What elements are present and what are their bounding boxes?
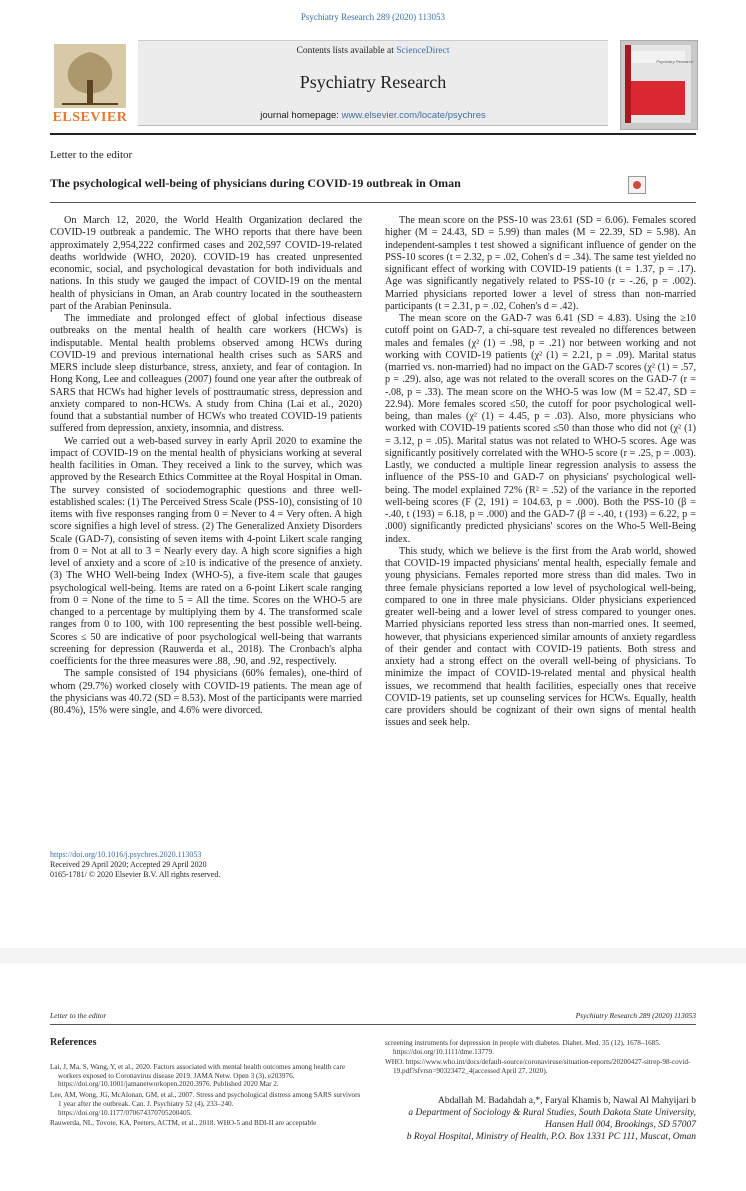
journal-reference: Psychiatry Research 289 (2020) 113053 (300, 12, 446, 22)
reference-item: Rauwerda, NL, Tovote, KA, Peeters, ACTM, et al., 2018. WHO-5 and BDI-II are acceptable (50, 1119, 317, 1128)
reference-item: WHO. https://www.who.int/docs/default-source/coronaviruse/situation-reports/20200427-sitrep-98-covid-19.pdf?sfvrsn=90323472_4(accessed April 27, 2020). (385, 1058, 691, 1076)
paragraph: The mean score on the PSS-10 was 23.61 (SD = 6.06). Females scored higher (M = 24.43, SD = 5.99) than males (M = 22.39, SD = 5.98). An independent-samples t test showed a significant influence of gender on the PSS-10 scores (t = 2.32, p = .02, Cohen's d = .34). The same test yielded no significant effect of working with COVID-19 patients (t = 1.37, p = .17). Age was significantly negatively related to PSS-10 (r = -.26, p = .002). Married physicians reported lower a level of stress than non-married participants (t = 2.31, p = .02, Cohen's d = .42). (385, 215, 696, 312)
journal-cover-thumbnail (620, 40, 698, 130)
journal-homepage-link[interactable]: www.elsevier.com/locate/psychres (341, 110, 486, 121)
page2-rule (50, 1024, 696, 1025)
references-heading: References (50, 1037, 97, 1048)
reference-item: screening instruments for depression in people with diabetes. Diabet. Med. 35 (12), 1678–1685. https://doi.org/10.1111/dme.13779. (385, 1039, 661, 1056)
doi-link[interactable]: https://doi.org/10.1016/j.psychres.2020.113053 (50, 850, 202, 859)
author-names: Abdallah M. Badahdah a,*, Faryal Khamis b, Nawal Al Mahyijari b (437, 1096, 696, 1106)
article-type: Letter to the editor (50, 149, 133, 161)
article-footer (50, 850, 380, 880)
cover-title: Psychiatry Research (656, 59, 693, 64)
paragraph: The mean score on the GAD-7 was 6.41 (SD = 4.83). Using the ≥10 cutoff point on GAD-7, a chi-square test revealed no differences between males and females (χ² (1) = .98, p = .21) nor between working and not working with COVID-19 patients (χ² (1) = 2.21, p = .09). Marital status (married vs. non-married) had no impact on the GAD-7 scores (χ² (1) = .57, p = .29). also, age was not related to the overall scores on the GAD-7 (r = -.08, p = .33). The mean score on the WHO-5 was low (M = 52.47, SD = 22.94). More females scored ≤50, the cutoff for poor psychological well-being, than males (χ² (1) = 4.45, p = .03). Also, more physicians who worked with COVID-19 patients scored ≤50 than those who did not (χ² (1) = 3.12, p = .05). Marital status was not related to WHO-5 scores. Age was significantly positively correlated with the WHO-5 score (r = .25, p = .003). Lastly, we conducted a multiple linear regression analysis to assess the influence of the PSS-10 and GAD-7 on physicians' psychological well-being. The model explained 72% (R² = .52) of the variance in the reported well-being scores (F (2, 191) = 104.63, p = .000). Both the PSS-10 (β = -.40, t (193) = 6.18, p = .000) and the GAD-7 (β = -.40, t (193) = 6.22, p = .000) significantly predicted physicians' scores on the Who-5 Well-Being index. (385, 313, 696, 545)
right-column (385, 215, 696, 730)
copyright: 0165-1781/ © 2020 Elsevier B.V. All rights reserved. (50, 870, 221, 879)
elsevier-wordmark: ELSEVIER (52, 110, 128, 125)
article-title: The psychological well-being of physicians during COVID-19 outbreak in Oman (50, 176, 461, 190)
references-right (385, 1039, 696, 1078)
affiliation-a: a Department of Sociology & Rural Studies, South Dakota State University, Hansen Hall 004, Brookings, SD 57007 (408, 1108, 696, 1130)
references-left (50, 1063, 362, 1130)
paragraph: On March 12, 2020, the World Health Organization declared the COVID-19 outbreak a pandemic. The WHO reports that there have been approximately 2,954,222 confirmed cases and 202,597 COVID-19-related deaths worldwide (WHO, 2020). COVID-19 has created unpresented economic, social, and psychological devastation for both individuals and nations. In this study we gauged the impact of COVID-19 on the mental health of physicians in Oman, an Arab country located in the southeastern part of the Arabian Peninsula. (50, 215, 362, 312)
homepage-line: journal homepage: www.elsevier.com/locate/psychres (260, 110, 486, 121)
running-header-left: Letter to the editor (50, 1011, 107, 1020)
journal-masthead (138, 40, 608, 126)
journal-name: Psychiatry Research (299, 72, 447, 92)
elsevier-tree-icon (50, 40, 130, 112)
article-page-2 (0, 963, 746, 1191)
author-block (385, 1095, 696, 1143)
contents-line: Contents lists available at ScienceDirect (296, 46, 450, 56)
paragraph: This study, which we believe is the first from the Arab world, showed that COVID-19 impacted physicians' mental health, especially female and young physicians. Females reported more stress than did males. Two in three female physicians reported a low level of psychological well-being, compared to one in three male physicians. Older physicians experienced greater well-being and a lower level of stress compared to younger ones. Married physicians reported less stress than non-married ones. It seemed, however, that physicians experienced similar amounts of anxiety regardless of their gender and contact with COVID-19 patients. Both stress and anxiety had a strong effect on the overall well-being of physicians. To minimize the impact of COVID-19-related mental and physical health issues, we recommend that health facilities, especially ones that receive COVID-19 patients, set up counseling services for HCWs. Equally, health care providers should be cognizant of their own signs of mental health issues and seek help. (385, 545, 696, 729)
paragraph: The sample consisted of 194 physicians (60% females), one-third of whom (29.7%) worked closely with COVID-19 patients. The mean age of the physicians was 40.72 (SD = 8.53). Most of the participants were married (80.4%), 15% were single, and 4.6% were divorced. (50, 668, 362, 716)
elsevier-logo (50, 40, 130, 128)
reference-item: Lai, J, Ma, S, Wang, Y, et al., 2020. Factors associated with mental health outcomes among health care workers exposed to Coronavirus disease 2019. JAMA Netw. Open 3 (3), e203976. https://doi.org/10.1001/jamanetworkopen.2020.3976. Published 2020 Mar 2. (50, 1063, 346, 1089)
title-rule (50, 202, 696, 203)
paragraph: The immediate and prolonged effect of global infectious disease outbreaks on the mental health of health care workers (HCWs) is indisputable. Mental health problems observed among HCWs during COVID-19 and previous international health crises such as SARS and MERS include sleep disturbance, stress, anxiety, and fear of contagion. In Hong Kong, Lee and colleagues (2007) found one year after the outbreak of SARS that HCWs had higher levels of posttraumatic stress, depression and anxiety compared to non-HCWs. A study from China (Lai et al., 2020) found that a substantial number of HCWs who treated COVID-19 patients suffered from depression, anxiety, insomnia, and distress. (50, 313, 362, 435)
running-header-right: Psychiatry Research 289 (2020) 113053 (575, 1011, 696, 1020)
affiliation-b: b Royal Hospital, Ministry of Health, P.O. Box 1331 PC 111, Muscat, Oman (406, 1132, 696, 1142)
left-column (50, 215, 362, 717)
header-rule (50, 133, 696, 135)
check-for-updates-icon[interactable] (628, 176, 646, 194)
journal-header (50, 40, 696, 128)
sciencedirect-link[interactable]: ScienceDirect (396, 46, 450, 56)
paragraph: We carried out a web-based survey in early April 2020 to examine the impact of COVID-19 on the mental health of physicians working at several health facilities in Oman. They received a link to the survey, which was approved by the Research Ethics Committee at the Royal Hospital in Oman. The survey consisted of sociodemographic questions and three well-established scales: (1) The Perceived Stress Scale (PSS-10), consisting of 10 items with five responses ranging from 0 = Never to 4 = Very often. A high score signifies a high level of stress. (2) The Generalized Anxiety Disorders Scale (GAD-7), consisting of seven items with 4-point Likert scale ranging from 0 = Not at all to 3 = Nearly every day. A high score signifies a high level of anxiety and a score of ≥10 is indicative of the presence of anxiety. (3) The WHO Well-being Index (WHO-5), a five-item scale that gauges psychological well-being. Items are rated on a 6-point Likert scale ranging from 0 = None of the time to 5 = All the time. Scores on the WHO-5 are changed to a percentage by multiplying them by 4. The transformed scale ranges from 0 to 100, with 100 representing the best possible well-being. Scores ≤ 50 are indicative of poor psychological well-being that warrants screening for depression (Rauwerda et al., 2018). The Cronbach's alpha coefficients for the three measures were .88, .90, and .92, respectively. (50, 435, 362, 667)
received-dates: Received 29 April 2020; Accepted 29 April 2020 (50, 860, 207, 869)
reference-item: Lee, AM, Wong, JG, McAlonan, GM, et al., 2007. Stress and psychological distress among SARS survivors 1 year after the outbreak. Can. J. Psychiatry 52 (4), 233–240. https://doi.org/10.1177/070674370705200405. (50, 1091, 361, 1117)
